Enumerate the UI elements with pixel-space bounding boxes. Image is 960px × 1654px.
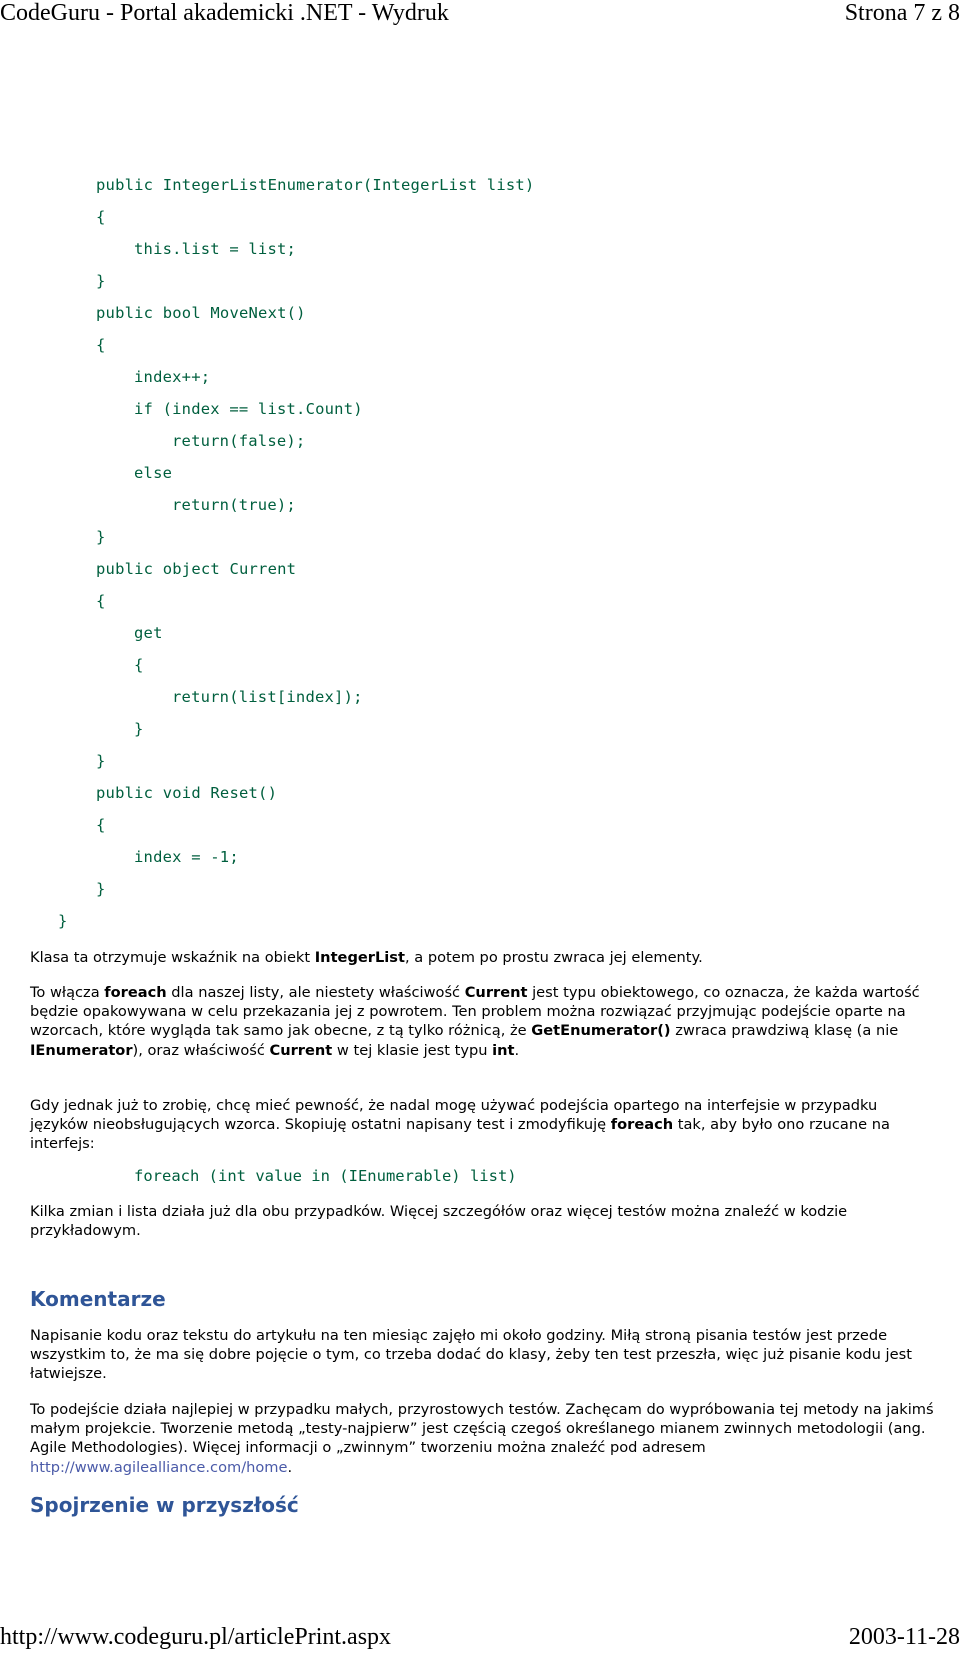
paragraph-2 [30, 983, 940, 1060]
code-line: else [134, 464, 173, 482]
text-run: . [514, 1041, 520, 1059]
header-page-number: Strona 7 z 8 [844, 0, 960, 26]
text-run: tak, aby było ono rzucane na interfejs: [30, 1116, 890, 1153]
code-line: return(false); [172, 432, 306, 450]
code-line: index = -1; [134, 848, 239, 866]
code-line: } [134, 720, 144, 738]
code-line: public void Reset() [96, 784, 278, 802]
text-run: To podejście działa najlepiej w przypadku małych, przyrostowych testów. Zachęcam do wypróbowania tej metody na jakimś małym projekcie. Tworzenie metodą „testy-najpierw” jest częścią czegoś określanego mianem zwinnych metodologii (ang. Agile Methodologies). Więcej informacji o „zwinnym” tworzeniu można znaleźć pod adresem [30, 1401, 934, 1457]
text-run: Gdy jednak już to zrobię, chcę mieć pewność, że nadal mogę używać podejścia opartego na interfejsie w przypadku języków nieobsługujących wzorca. Skopiuję ostatni napisany test i zmodyfikuję [30, 1097, 878, 1134]
text-run: zwraca prawdziwą klasę (a nie [670, 1022, 899, 1040]
code-line: { [96, 592, 106, 610]
page-footer [0, 1624, 960, 1654]
code-line: if (index == list.Count) [134, 400, 363, 418]
agilealliance-link[interactable]: http://www.agilealliance.com/home [30, 1458, 288, 1476]
code-line: public bool MoveNext() [96, 304, 306, 322]
paragraph-4: Kilka zmian i lista działa już dla obu przypadków. Więcej szczegółów oraz więcej testów można znaleźć w kodzie przykładowym. [30, 1203, 848, 1240]
text-run: . [287, 1458, 293, 1476]
paragraph-1 [30, 948, 940, 967]
code-line: } [96, 880, 106, 898]
header-title: CodeGuru - Portal akademicki .NET - Wydruk [0, 0, 449, 26]
inline-code-line: foreach (int value in (IEnumerable) list) [134, 1167, 517, 1185]
footer-url: http://www.codeguru.pl/articlePrint.aspx [0, 1624, 392, 1650]
paragraph-5: Napisanie kodu oraz tekstu do artykułu na ten miesiąc zajęło mi około godziny. Miłą stroną pisania testów jest przede wszystkim to, że ma się dobre pojęcie o tym, co trzeba dodać do klasy, żeby ten test przeszła, więc już pisanie kodu jest łatwiejsze. [30, 1327, 912, 1383]
bold-term: IEnumerator [30, 1041, 133, 1059]
text-run: w tej klasie jest typu [332, 1041, 493, 1059]
code-line: { [96, 816, 106, 834]
text-run: Klasa ta otrzymuje wskaźnik na obiekt [30, 949, 315, 966]
bold-term: foreach [610, 1116, 674, 1134]
paragraph-3 [30, 1096, 940, 1154]
text-run: To włącza [30, 984, 105, 1001]
code-line: { [96, 336, 106, 354]
heading-future: Spojrzenie w przyszłość [30, 1493, 299, 1517]
code-line: } [96, 272, 106, 290]
bold-term: Current [269, 1041, 333, 1059]
bold-term: Current [464, 984, 528, 1001]
bold-term: int [492, 1041, 515, 1059]
bold-term: foreach [104, 984, 167, 1001]
code-line: this.list = list; [134, 240, 297, 258]
code-line: { [96, 208, 106, 226]
code-line: public IntegerListEnumerator(IntegerList list) [96, 176, 535, 194]
footer-date: 2003-11-28 [848, 1624, 960, 1650]
code-line: } [96, 528, 106, 546]
bold-term: GetEnumerator() [531, 1022, 671, 1040]
code-line: public object Current [96, 560, 297, 578]
bold-term: IntegerList [314, 949, 405, 966]
code-line: get [134, 624, 163, 642]
code-line: } [58, 912, 68, 930]
text-run: jest typu obiektowego, co oznacza, że każda wartość będzie opakowywana w celu przekazania jej z powrotem. Ten problem można rozwiązać przyjmując podejście oparte na wzorcach, które wygląda tak samo jak obecne, z tą tylko różnicą, że [30, 984, 920, 1040]
code-line: return(true); [172, 496, 296, 514]
text-run: , a potem po prostu zwraca jej elementy. [404, 949, 703, 966]
code-line: index++; [134, 368, 211, 386]
code-line: { [134, 656, 144, 674]
paragraph-6 [30, 1400, 940, 1477]
code-line: return(list[index]); [172, 688, 363, 706]
code-line: } [96, 752, 106, 770]
heading-comments: Komentarze [30, 1287, 166, 1311]
text-run: ), oraz właściwość [132, 1041, 270, 1059]
text-run: dla naszej listy, ale niestety właściwość [166, 984, 465, 1001]
